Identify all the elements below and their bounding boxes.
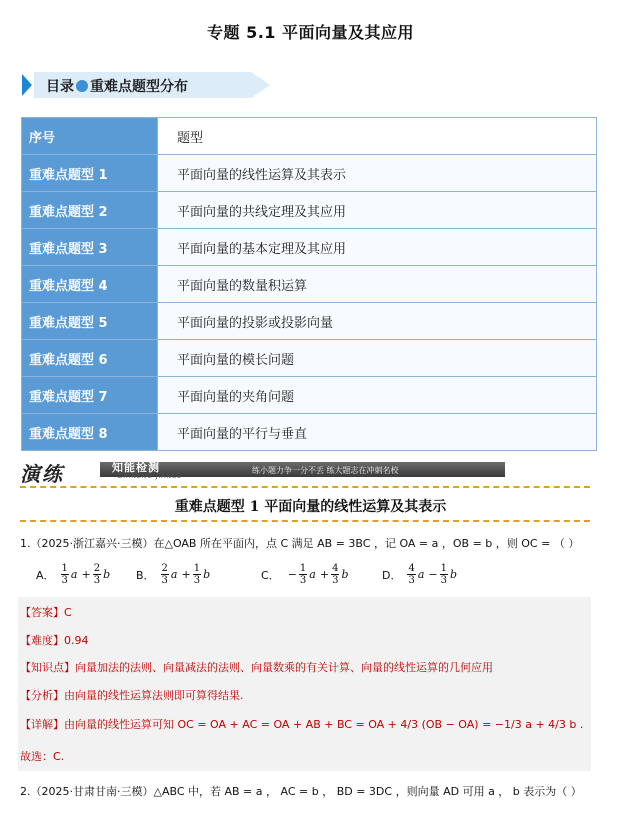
toc-row [22, 303, 597, 340]
option-label: D． [382, 568, 402, 582]
toc-row-no: 重难点题型 8 [22, 414, 158, 451]
option-d[interactable]: D． $\frac{4}{3}$ a − $\frac{1}{3}$ b [382, 563, 458, 586]
toc-row [22, 414, 597, 451]
toc-row-topic: 平面向量的模长问题 [158, 340, 597, 377]
section-title: 重难点题型 1 平面向量的线性运算及其表示 [174, 499, 447, 515]
option-label: B． [136, 568, 155, 582]
practice-motto: 练小题力争一分不丢 练大题志在冲刺名校 [252, 466, 399, 475]
question-2-stem: 2.（2025·甘肃甘南·三模）△ABC 中，若 AB = a ， AC = b ， BD = 3DC ，则向量 AD 可用 a ， b 表示为（ ） [20, 785, 582, 798]
knowledge-value: 向量加法的法则、向量减法的法则、向量数乘的有关计算、向量的线性运算的几何应用 [75, 661, 493, 674]
toc-header-row [22, 118, 597, 155]
toc-row-topic: 平面向量的投影或投影向量 [158, 303, 597, 340]
toc-table [21, 117, 597, 451]
toc-row [22, 155, 597, 192]
toc-row-topic: 平面向量的数量积运算 [158, 266, 597, 303]
conclusion-line: 故选：C. [20, 750, 65, 763]
option-c[interactable]: C． − $\frac{1}{3}$ a + $\frac{4}{3}$ b [261, 563, 349, 586]
question-1-options [36, 563, 596, 593]
toc-header-no: 序号 [22, 118, 158, 155]
toc-row [22, 229, 597, 266]
toc-row-topic: 平面向量的基本定理及其应用 [158, 229, 597, 266]
bullet-dot-icon [76, 80, 88, 92]
option-label: A． [36, 568, 55, 582]
toc-row-no: 重难点题型 1 [22, 155, 158, 192]
toc-row-no: 重难点题型 5 [22, 303, 158, 340]
toc-banner [22, 72, 270, 98]
option-label: C． [261, 568, 280, 582]
toc-prefix: 目录 [46, 79, 74, 95]
toc-row-topic: 平面向量的平行与垂直 [158, 414, 597, 451]
toc-row-topic: 平面向量的线性运算及其表示 [158, 155, 597, 192]
answer-value: C [64, 606, 72, 619]
page-title: 专题 5.1 平面向量及其应用 [207, 23, 414, 42]
toc-row-topic: 平面向量的共线定理及其应用 [158, 192, 597, 229]
toc-banner-text [46, 76, 188, 96]
practice-banner [20, 458, 505, 486]
divider-bottom [20, 520, 590, 522]
analysis-value: 由向量的线性运算法则即可算得结果. [64, 689, 244, 702]
difficulty-value: 0.94 [64, 634, 89, 647]
toc-header-topic: 题型 [158, 118, 597, 155]
knowledge-line: 【知识点】向量加法的法则、向量减法的法则、向量数乘的有关计算、向量的线性运算的几何应用 [20, 661, 493, 674]
toc-row-no: 重难点题型 4 [22, 266, 158, 303]
toc-row-topic: 平面向量的夹角问题 [158, 377, 597, 414]
toc-label: 重难点题型分布 [90, 79, 188, 95]
detail-value: 由向量的线性运算可知 OC = OA + AC = OA + AB + BC = OA + 4/3 (OB − OA) = −1/3 a + 4/3 b . [64, 718, 584, 731]
toc-row [22, 192, 597, 229]
practice-badge: 知能检测 [112, 461, 160, 474]
difficulty-line: 【难度】0.94 [20, 634, 89, 647]
analysis-line: 【分析】由向量的线性运算法则即可算得结果. [20, 689, 244, 702]
practice-big-text: 演练 [20, 462, 64, 486]
divider-top [20, 486, 590, 488]
toc-row-no: 重难点题型 3 [22, 229, 158, 266]
banner-arrow-icon [22, 74, 32, 96]
toc-row [22, 266, 597, 303]
toc-row-no: 重难点题型 7 [22, 377, 158, 414]
toc-row [22, 377, 597, 414]
toc-row-no: 重难点题型 2 [22, 192, 158, 229]
toc-row [22, 340, 597, 377]
detail-line: 【详解】由向量的线性运算可知 OC = OA + AC = OA + AB + BC = OA + 4/3 (OB − OA) = −1/3 a + 4/3 b . [20, 718, 584, 731]
option-b[interactable]: B． $\frac{2}{3}$ a + $\frac{1}{3}$ b [136, 563, 211, 586]
toc-row-no: 重难点题型 6 [22, 340, 158, 377]
answer-line: 【答案】C [20, 606, 72, 619]
option-a[interactable]: A． $\frac{1}{3}$ a + $\frac{2}{3}$ b [36, 563, 111, 586]
question-1-stem: 1.（2025·浙江嘉兴·三模）在△OAB 所在平面内，点 C 满足 AB = 3BC ，记 OA = a ，OB = b ，则 OC = （ ） [20, 537, 580, 550]
practice-badge-sub: ZHINENG JIANCE [118, 473, 182, 480]
answer-block [18, 597, 591, 771]
